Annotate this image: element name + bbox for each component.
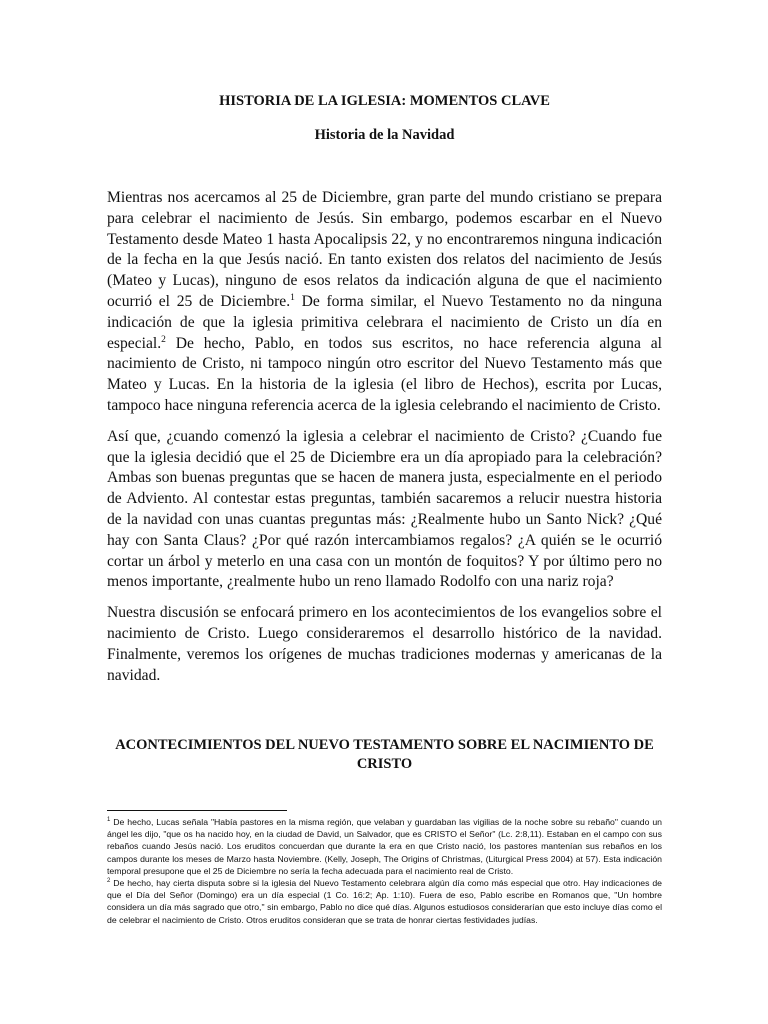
footnote-divider xyxy=(107,810,287,811)
footnote-1-text: De hecho, Lucas señala "Había pastores en la misma región, que velaban y guardaban las vigilias de la noche sobre su rebaño" cuando un ángel les dijo, "que os ha nacido hoy, en la ciudad de David, un Salvador, que es CRISTO el Señor" (Lc. 2:8,11). Estaban en el campo con sus rebaños cuando Jesús nació. Los eruditos concuerdan que durante la era en que Cristo nació, los pastores mantenían sus rebaños en los campos durante los meses de Marzo hasta Noviembre. (Kelly, Joseph, The Origins of Christmas, (Liturgical Press 2004) at 57). Esta indicación temporal presupone que el 25 de Diciembre no sería la fecha adecuada para el nacimiento real de Cristo. xyxy=(107,817,662,876)
paragraph-1-part-3: De hecho, Pablo, en todos sus escritos, no hace referencia alguna al nacimiento de Cristo, ni tampoco ningún otro escritor del Nuevo Testamento más que Mateo y Lucas. En la historia de la iglesia (el libro de Hechos), escrita por Lucas, tampoco hace ninguna referencia acerca de la iglesia celebrando el nacimiento de Cristo. xyxy=(107,334,662,414)
body-text xyxy=(107,188,662,696)
footnote-2-number: 2 xyxy=(107,878,111,885)
paragraph-1-part-2: De forma similar, el Nuevo Testamento no da ninguna indicación de que la iglesia primitiva celebrara el nacimiento de Cristo un día en especial. xyxy=(107,292,662,352)
document-title: HISTORIA DE LA IGLESIA: MOMENTOS CLAVE xyxy=(219,93,550,109)
paragraph-2: Así que, ¿cuando comenzó la iglesia a celebrar el nacimiento de Cristo? ¿Cuando fue que la iglesia decidió que el 25 de Diciembre era un día apropiado para la celebración? Ambas son buenas preguntas que se hacen de manera justa, especialmente en el periodo de Adviento. Al contestar estas preguntas, también sacaremos a relucir nuestra historia de la navidad con unas cuantas preguntas más: ¿Realmente hubo un Santo Nick? ¿Qué hay con Santa Claus? ¿Por qué razón intercambiamos regalos? ¿A quién se le ocurrió cortar un árbol y meterlo en una casa con un montón de foquitos? Y por último pero no menos importante, ¿realmente hubo un reno llamado Rodolfo con una nariz roja? xyxy=(107,427,662,591)
footnote-2-text: De hecho, hay cierta disputa sobre si la iglesia del Nuevo Testamento celebrara algún día como más especial que otro. Hay indicaciones de que el Día del Señor (Domingo) era un día especial (1 Co. 16:2; Ap. 1:10). Fuera de eso, Pablo escribe en Romanos que, "Un hombre considera un día más sagrado que otro," sin embargo, Pablo no dice qué días. Algunos estudiosos considerarían que esto incluye días como el de celebrar el nacimiento de Cristo. Otros eruditos consideran que se trata de honrar ciertas festividades judías. xyxy=(107,878,662,925)
footnotes xyxy=(107,816,662,926)
footnote-ref-1[interactable]: 1 xyxy=(290,292,295,303)
footnote-1-number: 1 xyxy=(107,817,111,824)
section-heading: ACONTECIMIENTOS DEL NUEVO TESTAMENTO SOBRE EL NACIMIENTO DE CRISTO xyxy=(115,737,654,772)
footnote-ref-2[interactable]: 2 xyxy=(161,334,166,345)
paragraph-3: Nuestra discusión se enfocará primero en los acontecimientos de los evangelios sobre el nacimiento de Cristo. Luego consideraremos el desarrollo histórico de la navidad. Finalmente, veremos los orígenes de muchas tradiciones modernas y americanas de la navidad. xyxy=(107,604,662,684)
paragraph-1-part-1: Mientras nos acercamos al 25 de Diciembre, gran parte del mundo cristiano se prepara para celebrar el nacimiento de Jesús. Sin embargo, podemos escarbar en el Nuevo Testamento desde Mateo 1 hasta Apocalipsis 22, y no encontraremos ninguna indicación de la fecha en la que Jesús nació. En tanto existen dos relatos del nacimiento de Jesús (Mateo y Lucas), ninguno de esos relatos da indicación alguna de que el nacimiento ocurrió el 25 de Diciembre. xyxy=(107,189,662,310)
footnote-2 xyxy=(107,877,662,926)
document-subtitle: Historia de la Navidad xyxy=(314,127,455,143)
paragraph-1 xyxy=(107,188,662,417)
footnote-1 xyxy=(107,816,662,877)
